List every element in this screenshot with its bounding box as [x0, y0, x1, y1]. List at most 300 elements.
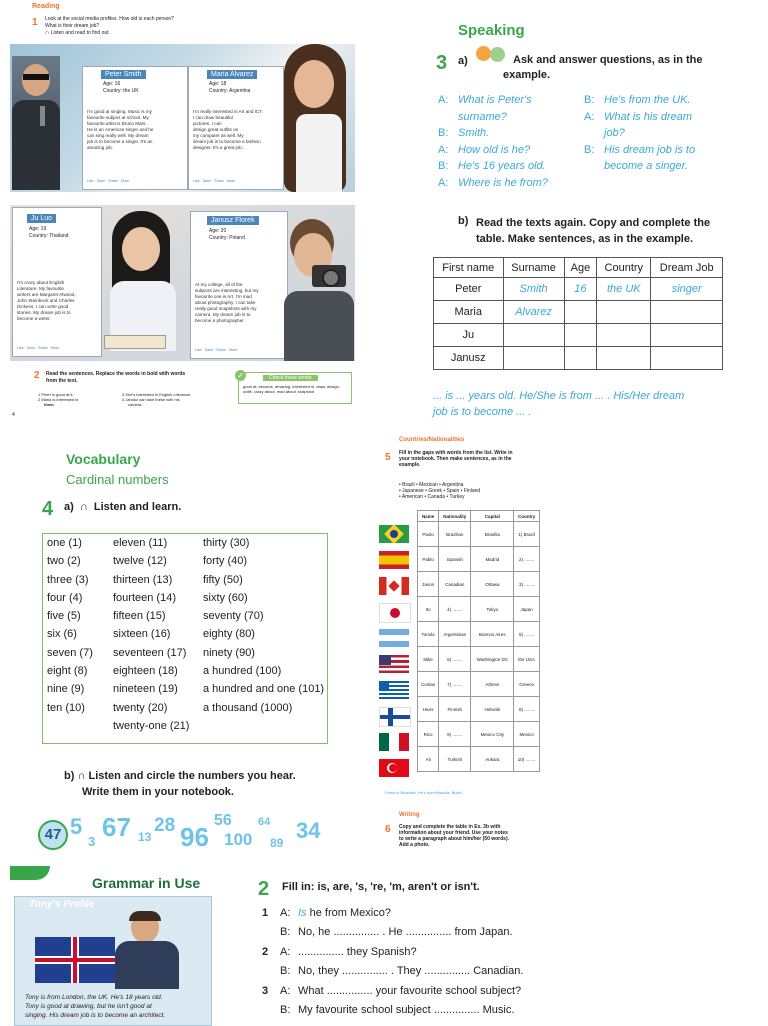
table-cell: Japan [514, 597, 540, 622]
ex2-item: 2 Maria is interested in [38, 397, 79, 402]
table-row [418, 572, 540, 597]
speech-bubbles-icon [476, 46, 508, 64]
profile-fields-maria [209, 81, 250, 95]
table-cell [503, 324, 564, 347]
tony-text-line: singing. His dream job is to become an architect. [25, 1012, 166, 1019]
item-text: No, he ............... . He ............... from Japan. [298, 926, 513, 939]
table-cell: Smith [503, 278, 564, 301]
uk-flag-icon [35, 937, 115, 983]
item-number: 2 [262, 945, 269, 958]
table-header: Capital [471, 511, 514, 522]
speaker-label: A: [438, 143, 449, 156]
table-cell [564, 347, 597, 370]
speaker-label: B: [280, 1004, 291, 1017]
reading-label: Reading [32, 3, 60, 10]
table-cell: Madrid [471, 547, 514, 572]
ex1-instruction [45, 16, 174, 37]
ex1-line3-row [45, 30, 174, 37]
social-bar: Like · Save · Share · More [193, 179, 236, 183]
table-cell [564, 324, 597, 347]
tony-profile-card [14, 896, 212, 1026]
speaker-label: A: [280, 907, 291, 919]
ex4b-line2: Write them in your notebook. [82, 786, 234, 798]
usa-flag-icon [379, 655, 409, 673]
table-cell: Finnish [439, 697, 471, 722]
table-row [434, 324, 723, 347]
speaker-label: B: [280, 926, 291, 939]
ex5-number: 5 [385, 452, 391, 463]
dialogue-text: become a singer. [604, 160, 688, 173]
profile-text-line: favourite artist is Bruno Mars. [87, 121, 147, 126]
table-cell: Athens [471, 672, 514, 697]
profile-card-peter [82, 66, 188, 190]
number-item: 34 [296, 818, 321, 843]
table-cell: 16 [564, 278, 597, 301]
profile-name-maria: Maria Alvarez [207, 70, 257, 79]
profile-country-ju: Country: Thailand [29, 233, 69, 239]
mexico-flag-icon [379, 733, 409, 751]
table-cell: Greece [514, 672, 540, 697]
table-cell [597, 324, 651, 347]
dialogue-line [438, 158, 548, 175]
check-words-box [238, 372, 352, 404]
table-row [418, 547, 540, 572]
speaker-label: B: [438, 127, 449, 140]
profile-text-line: I can draw beautiful [193, 115, 233, 120]
number-word: twenty (20) [113, 701, 168, 714]
table-cell: Janusz [434, 347, 504, 370]
ex3b-line2: table. Make sentences, as in the example. [476, 233, 694, 245]
number-word: eleven (11) [113, 537, 168, 549]
ex2-items-right [122, 392, 191, 407]
profile-fields-ju [29, 226, 68, 240]
grammar-ex2-instruction: Fill in: is, are, 's, 're, 'm, aren't or isn't. [282, 881, 480, 893]
countries-table [417, 510, 540, 772]
number-circled [38, 820, 68, 850]
ex4b-line1: Listen and circle the numbers you hear. [88, 770, 296, 782]
ju-photo [100, 205, 186, 361]
number-word: six (6) [47, 628, 77, 641]
item-text: My favourite school subject ............... Music. [298, 1004, 515, 1017]
social-bar: Like · Save · Share · More [17, 346, 60, 350]
check-icon: ✓ [235, 370, 246, 381]
profile-text-line: I'm crazy about English [17, 280, 65, 285]
profile-text-line: camera. My dream job is to [195, 312, 251, 317]
dialogue-left [438, 92, 548, 192]
profile-name-peter: Peter Smith [101, 70, 146, 79]
table-cell: Washington DC [471, 647, 514, 672]
table-cell: Spanish [439, 547, 471, 572]
profile-age-janusz: Age: 20 [209, 228, 227, 234]
profile-text-line: subjects are interesting, but my [195, 288, 259, 293]
profile-country-janusz: Country: Poland [209, 235, 245, 241]
dialogue-line [584, 125, 695, 142]
profile-text-line: about photography. I can take [195, 300, 256, 305]
table-cell: the USA [514, 647, 540, 672]
profile-text-line: favourite one is Art. I'm mad [195, 294, 252, 299]
profile-text-line: become a writer. [17, 316, 51, 321]
numbers-col-2 [113, 534, 189, 735]
number-item: 5 [70, 814, 83, 839]
table-cell: Tokyo [471, 597, 514, 622]
ex6-number: 6 [385, 824, 391, 835]
number-word: four (4) [47, 591, 83, 604]
profile-fields-janusz [209, 228, 245, 242]
number-item: 28 [154, 815, 176, 836]
table-cell: 4) ........ [439, 597, 471, 622]
microphone-icon [40, 106, 45, 126]
grammar-item-a [262, 904, 523, 923]
item-text: he from Mexico? [306, 907, 391, 919]
number-word: twenty-one (21) [113, 719, 190, 732]
item-number: 3 [262, 984, 269, 997]
dialogue-line [584, 158, 695, 175]
number-word: forty (40) [203, 555, 248, 568]
listening-numbers [38, 812, 338, 857]
dialogue-text: Smith. [458, 127, 490, 140]
profile-text-line: I'm really interested in Art and ICT. [193, 109, 263, 114]
table-cell: Peter [434, 278, 504, 301]
headphones-icon: ∩ [77, 770, 86, 782]
number-word: a thousand (1000) [203, 701, 293, 714]
word-list-line: • Brazil • Mexican • Argentina [399, 482, 464, 488]
table-cell: Jason [418, 572, 439, 597]
ex4a-letter: a) [64, 501, 74, 513]
profile-fields-peter [103, 81, 139, 95]
speaker-label: A: [438, 176, 449, 189]
table-row [434, 347, 723, 370]
greece-flag-icon [379, 681, 409, 699]
grammar-leaf-decoration [10, 866, 50, 880]
table-cell: Brazilian [439, 522, 471, 547]
profile-text-line: dream job is to become a fashion [193, 139, 261, 144]
peter-photo [12, 56, 60, 190]
profile-name-ju: Ju Luo [27, 214, 56, 223]
janusz-photo [278, 211, 355, 361]
profile-age-maria: Age: 18 [209, 81, 227, 87]
vocabulary-title: Vocabulary [66, 451, 141, 467]
speaking-section [420, 0, 768, 425]
speaker-label: A: [280, 984, 291, 997]
item-text: What ............... your favourite school subject? [298, 984, 522, 997]
table-cell: 10) ........ [514, 747, 540, 772]
ex6-line3: to write a paragraph about him/her (50 words). [399, 836, 510, 842]
table-cell [564, 301, 597, 324]
profile-text-line: job is to become a singer. It's an [87, 139, 153, 144]
profile-text-line: At my college, all of the [195, 282, 243, 287]
ex2-item: camera. [128, 402, 143, 407]
table-row [418, 672, 540, 697]
profile-country-peter: Country: the UK [103, 88, 139, 94]
profile-text-line: Literature. My favourite [17, 286, 64, 291]
table-cell: Buenos Aires [471, 622, 514, 647]
tony-profile-text [25, 993, 165, 1020]
ex3b-letter: b) [458, 215, 469, 227]
profile-text-line: become a photographer. [195, 318, 245, 323]
ex6-line1: Copy and complete the table in Ex. 3b with [399, 824, 501, 830]
grammar-item-b [262, 923, 523, 942]
table-cell [651, 324, 723, 347]
ex5-line3: example. [399, 462, 421, 468]
writing-label: Writing [399, 812, 420, 818]
table-header: Dream Job [651, 258, 723, 278]
number-word: ten (10) [47, 701, 85, 714]
table-row [418, 647, 540, 672]
table-cell: singer [651, 278, 723, 301]
dialogue-line [438, 92, 548, 109]
table-cell: Hans [418, 697, 439, 722]
table-cell: Mike [418, 647, 439, 672]
table-cell: Alvarez [503, 301, 564, 324]
number-word: eighty (80) [203, 628, 255, 641]
profile-text-line: amazing job. [87, 145, 114, 150]
table-header: Name [418, 511, 439, 522]
profile-text-ju [17, 280, 76, 322]
profile-text-line: can sing really well. My dream [87, 133, 149, 138]
table-header: First name [434, 258, 504, 278]
table-cell: Brasília [471, 522, 514, 547]
table-cell: Mexico [514, 722, 540, 747]
profiles-panel-top [10, 44, 355, 192]
page-number: 4 [12, 412, 15, 418]
table-cell: Pablo [418, 547, 439, 572]
answer-example: Is [298, 907, 307, 919]
table-cell: 3) ........ [514, 572, 540, 597]
table-cell [597, 301, 651, 324]
item-text: No, they ............... . They ............... Canadian. [298, 965, 524, 978]
table-cell: 7) ........ [439, 672, 471, 697]
ex3-number: 3 [436, 52, 448, 74]
number-item: 100 [224, 830, 253, 849]
ex6-line2: information about your friend. Use your notes [399, 830, 508, 836]
dialogue-line [438, 142, 548, 159]
ex3b-instruction [476, 215, 710, 247]
profile-text-line: writers are Margaret Atwood, [17, 292, 76, 297]
profile-card-maria [188, 66, 284, 190]
table-cell: Argentinian [439, 622, 471, 647]
profile-card-ju [12, 207, 102, 357]
grammar-ex2-number: 2 [258, 878, 270, 900]
grammar-items [262, 904, 523, 1020]
japan-flag-icon [379, 603, 411, 623]
ex1-line1: Look at the social media profiles. How old is each person? [45, 16, 174, 22]
table-row [418, 697, 540, 722]
vocabulary-section [0, 440, 360, 860]
ex3a-line2: example. [503, 69, 551, 81]
table-cell: 9) ........ [439, 722, 471, 747]
table-row [418, 622, 540, 647]
table-cell: Tomás [418, 622, 439, 647]
dialogue-right [584, 92, 695, 175]
profile-text-line: favourite subject at school. My [87, 115, 149, 120]
number-word: seven (7) [47, 646, 93, 659]
book-icon [104, 335, 166, 349]
word-list [399, 482, 480, 500]
ex4a-text: Listen and learn. [93, 501, 182, 513]
profile-text-line: John Steinbeck and Charles [17, 298, 75, 303]
table-cell: the UK [597, 278, 651, 301]
table-cell: Paolo [418, 522, 439, 547]
number-word: three (3) [47, 573, 89, 586]
table-row [434, 301, 723, 324]
word-list-line: • American • Canada • Turkey [399, 494, 465, 500]
speaker-label: B: [280, 965, 291, 978]
table-cell: Ottawa [471, 572, 514, 597]
table-cell: Ankara [471, 747, 514, 772]
table-cell: 6) ........ [439, 647, 471, 672]
grammar-item-a [262, 982, 523, 1001]
number-circled-text: 47 [44, 826, 62, 843]
table-cell: Mexico City [471, 722, 514, 747]
number-word: sixty (60) [203, 591, 248, 604]
number-item: 89 [270, 836, 284, 850]
ex6-instruction [399, 824, 509, 848]
ex3a-instruction [503, 53, 703, 83]
speaker-label: A: [280, 945, 291, 958]
number-word: eight (8) [47, 665, 88, 678]
profile-text-peter [87, 109, 153, 151]
dialogue-text: Where is he from? [458, 176, 548, 189]
dialogue-text: How old is he? [458, 143, 531, 156]
dialogue-text: What is Peter's [458, 94, 532, 106]
dialogue-line [584, 92, 695, 109]
profile-text-janusz [195, 282, 259, 324]
model-sentence [433, 388, 684, 420]
countries-example: Paolo is Brazilian. He's from Brasília, Brazil. [385, 790, 463, 795]
table-cell [651, 301, 723, 324]
table-cell: Ali [418, 747, 439, 772]
number-item: 13 [138, 830, 152, 844]
number-word: twelve (12) [113, 555, 167, 568]
speaker-label: A: [438, 94, 449, 106]
ex2-item: 1 Peter is good at it. [38, 392, 74, 397]
number-word: fifty (50) [203, 573, 243, 586]
ex2-items-left [38, 392, 78, 407]
table-cell: 8) ........ [514, 697, 540, 722]
profile-text-line: designer. It's a great job. [193, 145, 243, 150]
profiles-table [433, 257, 723, 370]
dialogue-text: surname? [458, 110, 507, 123]
ex2-number: 2 [34, 370, 40, 381]
ex3a-line1: Ask and answer questions, as in the [513, 54, 703, 66]
social-bar: Like · Save · Share · More [195, 348, 238, 352]
number-word: fifteen (15) [113, 610, 166, 623]
profile-name-janusz: Janusz Florek [207, 216, 259, 225]
number-word: seventeen (17) [113, 646, 187, 659]
ex1-number: 1 [32, 17, 38, 28]
dialogue-text: He's from the UK. [604, 94, 691, 106]
table-row [418, 747, 540, 772]
canada-flag-icon [379, 577, 409, 595]
number-item: 96 [180, 822, 209, 852]
grammar-item-a [262, 943, 523, 962]
ex2-line1: Read the sentences. Replace the words in bold with words [46, 371, 186, 377]
table-row [418, 522, 540, 547]
numbers-col-1 [47, 534, 93, 717]
number-word: eighteen (18) [113, 665, 178, 678]
ex5-line1: Fill in the gaps with words from the list. Write in [399, 450, 513, 456]
reading-section [10, 0, 355, 425]
speaker-label: A: [584, 110, 595, 123]
table-cell: 5) ........ [514, 622, 540, 647]
table-cell: Ito [418, 597, 439, 622]
ex4b-line1-row [64, 768, 296, 784]
tony-text-line: Tony is good at drawing, but he isn't good at [25, 1003, 152, 1010]
number-word: thirty (30) [203, 537, 250, 549]
vocabulary-subtitle: Cardinal numbers [66, 472, 169, 487]
profile-country-maria: Country: Argentina [209, 88, 251, 94]
dialogue-text: What is his dream [604, 110, 693, 123]
number-word: seventy (70) [203, 610, 264, 623]
ex2-item: 4 Janusz can take these with his [122, 397, 180, 402]
profile-text-line: design great outfits on [193, 127, 239, 132]
table-header: Age [564, 258, 597, 278]
number-word: a hundred (100) [203, 665, 282, 678]
table-cell: Canadian [439, 572, 471, 597]
ex3b-line1: Read the texts again. Copy and complete the [476, 217, 711, 229]
table-header: Country [597, 258, 651, 278]
profile-text-maria [193, 109, 263, 151]
tony-profile-label: Tony's Profile [29, 899, 95, 910]
ex4a-row [64, 501, 181, 513]
profile-text-line: Dickens. I can write good [17, 304, 69, 309]
table-row [418, 597, 540, 622]
table-row [434, 278, 723, 301]
dialogue-line [584, 109, 695, 126]
ex2-item: them. [44, 402, 55, 407]
spain-flag-icon [379, 551, 409, 569]
numbers-box [42, 533, 328, 744]
grammar-title: Grammar in Use [92, 875, 201, 891]
number-word: sixteen (16) [113, 628, 171, 641]
dialogue-text: He's 16 years old. [458, 160, 546, 173]
number-item: 56 [214, 812, 232, 829]
ex4b-instruction [64, 768, 296, 800]
speaking-title: Speaking [458, 22, 525, 39]
check-words-text: good at, become, amazing, interested in, draw, design, outfit, crazy about, mad about, snapshot [243, 384, 340, 394]
ex1-line2: What is their dream job? [45, 23, 100, 29]
brazil-flag-icon [379, 525, 409, 543]
profiles-panel-bottom [10, 205, 355, 361]
number-word: ninety (90) [203, 646, 255, 659]
grammar-section [0, 866, 768, 1024]
table-cell: Helsinki [471, 697, 514, 722]
number-item: 3 [88, 834, 96, 849]
tony-photo [115, 911, 185, 989]
table-cell [651, 347, 723, 370]
table-cell [597, 347, 651, 370]
profile-text-line: my computer as well. My [193, 133, 244, 138]
ex2-item: 3 She's interested in English Literature. [122, 392, 192, 397]
table-cell: Ju [434, 324, 504, 347]
model-line1: ... is ... years old. He/She is from ... . His/Her dream [433, 390, 685, 402]
ex1-line3: Listen and read to find out. [50, 30, 110, 36]
speaker-label: B: [584, 143, 595, 156]
maria-photo [272, 44, 355, 192]
number-word: one (1) [47, 537, 82, 549]
profile-text-line: stories. My dream job is to [17, 310, 71, 315]
number-word: five (5) [47, 610, 81, 623]
grammar-item-b [262, 1001, 523, 1020]
table-cell: Costas [418, 672, 439, 697]
profile-text-line: He is an American singer and he [87, 127, 154, 132]
table-row [418, 722, 540, 747]
check-words-label: Check these words [263, 375, 318, 381]
number-word: nine (9) [47, 683, 85, 696]
model-line2: job is to become ... . [433, 406, 532, 418]
number-word: nineteen (19) [113, 683, 178, 696]
table-cell: 1) Brazil [514, 522, 540, 547]
